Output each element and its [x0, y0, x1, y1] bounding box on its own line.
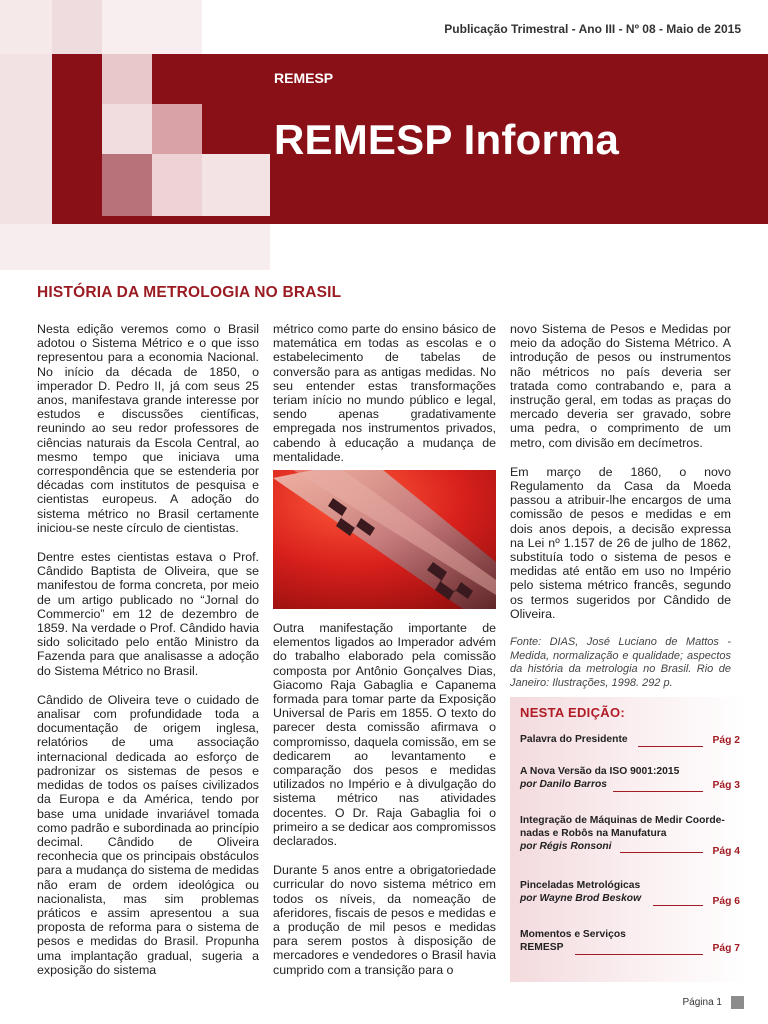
article-column-3 — [510, 322, 731, 705]
toc-item-author: por Danilo Barros — [520, 778, 607, 790]
header-square-light-2 — [102, 104, 152, 154]
toc-leader-rule — [620, 852, 703, 853]
article-column-1 — [37, 322, 259, 992]
header-square-pale-3 — [102, 0, 202, 54]
header-square-pale-2 — [52, 0, 102, 54]
toc-leader-rule — [638, 746, 703, 747]
paragraph: Em março de 1860, o novo Regulamento da Casa da Moeda passou a atribuir-lhe encargos de uma comissão de pesos e medidas e em dois anos depois, a decisão expressa na Lei nº 1.157 de 26 de julho de 1862, substituía todo o sistema de pesos e medidas até então em uso no Império pelo sistema métrico francês, segundo os termos sugeridos por Cândido de Oliveira. — [510, 464, 731, 621]
toc-item[interactable] — [520, 929, 740, 959]
header-square-light-3 — [152, 154, 202, 216]
toc-item-page: Pág 2 — [712, 735, 740, 746]
org-label: REMESP — [274, 70, 334, 86]
article-headline: HISTÓRIA DA METROLOGIA NO BRASIL — [37, 284, 342, 301]
article-column-2-top — [273, 322, 496, 479]
toc-item-title: nadas e Robôs na Manufatura — [520, 827, 667, 839]
paragraph: Nesta edição veremos como o Brasil adotou o Sistema Métrico e o que isso representou para a economia Nacional. No início da década de 1850, o imperador D. Pedro II, já com seus 25 anos, manifestava grande interesse por estudos e discussões científicas, reunindo ao seu redor professores de ciências naturais da Escola Central, ao mesmo tempo que iniciava uma correspondência que se estenderia por décadas com institutos de pesquisa e cientistas europeus. A adoção do sistema métrico no Brasil certamente iniciou-se neste círculo de cientistas. — [37, 322, 259, 535]
toc-title: NESTA EDIÇÃO: — [520, 705, 626, 720]
meter-bar-photo — [273, 470, 496, 609]
header-square-pale-1 — [0, 0, 52, 54]
header-square-light-4 — [202, 154, 270, 216]
toc-item-page: Pág 7 — [712, 943, 740, 954]
toc-item-title: A Nova Versão da ISO 9001:2015 — [520, 766, 680, 777]
toc-item-title: Pinceladas Metrológicas — [520, 880, 641, 891]
paragraph: Durante 5 anos entre a obrigatoriedade curricular do novo sistema métrico em todos os níveis, da nomeação de aferidores, fiscais de pesos e medidas e a produção de mil pesos e medidas para serem postos à disposição de mercadores e vendedores o Brasil havia cumprido com a transição para o — [273, 863, 496, 977]
newsletter-title: REMESP Informa — [274, 116, 620, 163]
article-column-2-bottom — [273, 621, 496, 992]
page-number: Página 1 — [682, 997, 722, 1008]
paragraph: novo Sistema de Pesos e Medidas por meio da adoção do Sistema Métrico. A introdução de pesos ou instrumentos não métricos no país deveria ser tratada como contrabando e, para a instrução geral, em todas as praças do mercado deveria ser gravado, sobre uma pedra, o comprimento de um metro, com divisão em decímetros. — [510, 322, 731, 450]
header-square-pale-4 — [0, 54, 52, 224]
paragraph: métrico como parte do ensino básico de matemática em todas as escolas e o estabelecimento de tabelas de conversão para as antigas medidas. No seu entender estas transformações teriam início no mundo público e legal, sendo apenas gradativamente empregada nos instrumentos privados, cabendo à educação a mudança de mentalidade. — [273, 322, 496, 464]
toc-leader-rule — [613, 791, 703, 792]
toc-item-page: Pág 4 — [712, 846, 740, 857]
paragraph: Cândido de Oliveira teve o cuidado de analisar com profundidade toda a documentação de origem inglesa, relatórios de uma associação internacional dedicada ao esforço de padronizar os sistemas de pesos e medidas de todos os países civilizados da Europa e da América, tendo por base uma unidade invariável tomada como padrão e subordinada ao princípio decimal. Cândido de Oliveira reconhecia que os principais obstáculos para a mudança do sistema de medidas não eram de ordem ideológica ou nacionalista, mas sim problemas práticos e assim apresentou a sua proposta de reforma para o sistema de pesos e medidas do Brasil. Propunha uma implantação gradual, sugeria a exposição do sistema — [37, 692, 259, 977]
footer-square — [731, 996, 744, 1009]
toc-leader-rule — [653, 905, 703, 906]
paragraph: Dentre estes cientistas estava o Prof. Cândido Baptista de Oliveira, que se manifestou de forma concreta, por meio de um artigo publicado no “Jornal do Commercio” em 12 de dezembro de 1859. Na verdade o Prof. Cândido havia sido solicitado pelo então Ministro da Fazenda para que analisasse a adoção do Sistema Métrico no Brasil. — [37, 550, 259, 678]
header-square-dark — [102, 154, 152, 216]
toc-item[interactable] — [520, 734, 740, 750]
toc-item-author: por Wayne Brod Beskow — [520, 892, 642, 904]
toc-item-author: por Régis Ronsoni — [520, 840, 612, 852]
meter-bar-icon — [273, 470, 496, 609]
paragraph: Outra manifestação importante de elementos ligados ao Imperador advém do trabalho elaborado pela comissão composta por Antônio Gonçalves Dias, Giacomo Raja Gabaglia e Capanema formada para tomar parte da Exposição Universal de Paris em 1855. O texto do parecer desta comissão afirmava o compromisso, daquela comissão, em se dedicarem ao levantamento e comparação dos pesos e medidas utilizados no Império e à divulgação do sistema métrico nas atividades docentes. O Dr. Raja Gabaglia foi o primeiro a se dedicar aos compromissos declarados. — [273, 621, 496, 849]
toc-item-page: Pág 6 — [712, 896, 740, 907]
toc-item[interactable] — [520, 815, 740, 859]
header-square-pale-5 — [0, 224, 270, 270]
toc-box — [510, 697, 748, 982]
publication-info: Publicação Trimestral - Ano III - Nº 08 - Maio de 2015 — [444, 22, 741, 36]
header-square-light — [102, 54, 152, 104]
toc-item-title: Momentos e Serviços — [520, 929, 626, 940]
toc-item-title: REMESP — [520, 941, 564, 953]
toc-item[interactable] — [520, 766, 740, 796]
source-citation: Fonte: DIAS, José Luciano de Mattos - Medida, normalização e qualidade; aspectos da história da metrologia no Brasil. Rio de Janeiro: Ilustrações, 1998. 292 p. — [510, 636, 731, 689]
toc-item-page: Pág 3 — [712, 780, 740, 791]
header-square-mid — [152, 104, 202, 154]
toc-item-title: Palavra do Presidente — [520, 734, 628, 745]
toc-item[interactable] — [520, 880, 740, 910]
toc-leader-rule — [575, 954, 703, 955]
toc-item-title: Integração de Máquinas de Medir Coorde- — [520, 815, 725, 826]
